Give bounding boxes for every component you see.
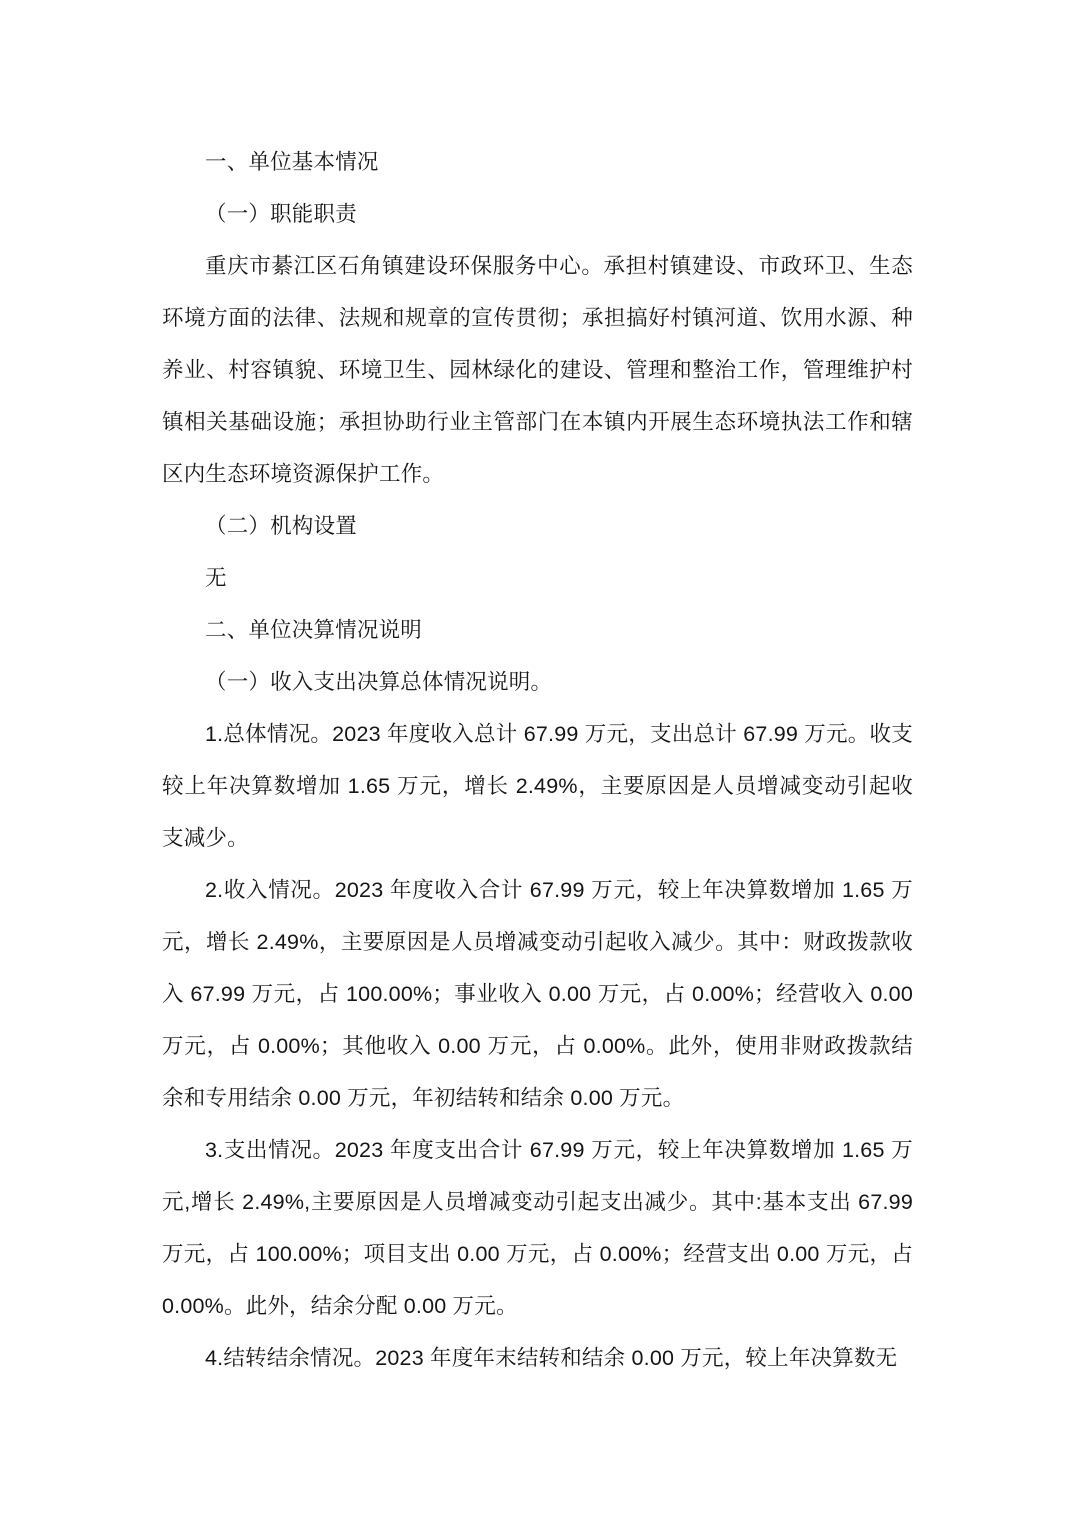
paragraph-income-situation: 2.收入情况。2023 年度收入合计 67.99 万元，较上年决算数增加 1.65 万元，增长 2.49%，主要原因是人员增减变动引起收入减少。其中：财政拨款收入 67.99 万元，占 100.00%；事业收入 0.00 万元，占 0.00%；经营收入 0.00 万元，占 0.00%；其他收入 0.00 万元，占 0.00%。此外，使用非财政拨款结余和专用结余 0.00 万元，年初结转和结余 0.00 万元。 [162,878,913,1110]
paragraph-overall-situation: 1.总体情况。2023 年度收入总计 67.99 万元，支出总计 67.99 万元。收支较上年决算数增加 1.65 万元，增长 2.49%，主要原因是人员增减变动引起收支减少。 [162,722,913,850]
paragraph-duties-description: 重庆市綦江区石角镇建设环保服务中心。承担村镇建设、市政环卫、生态环境方面的法律、法规和规章的宣传贯彻；承担搞好村镇河道、饮用水源、种养业、村容镇貌、环境卫生、园林绿化的建设、管理和整治工作，管理维护村镇相关基础设施；承担协助行业主管部门在本镇内开展生态环境执法工作和辖区内生态环境资源保护工作。 [162,254,913,486]
heading-final-accounts: 二、单位决算情况说明 [205,618,423,642]
paragraph-expenditure-situation: 3.支出情况。2023 年度支出合计 67.99 万元，较上年决算数增加 1.65 万元,增长 2.49%,主要原因是人员增减变动引起支出减少。其中:基本支出 67.99 万元，占 100.00%；项目支出 0.00 万元，占 0.00%；经营支出 0.00 万元，占 0.00%。此外，结余分配 0.00 万元。 [162,1138,913,1318]
subheading-duties: （一）职能职责 [205,202,357,226]
heading-unit-basic-info: 一、单位基本情况 [205,150,379,174]
paragraph-carryover-situation: 4.结转结余情况。2023 年度年末结转和结余 0.00 万元，较上年决算数无 [205,1346,898,1370]
document-body [162,136,913,1384]
subheading-income-expenditure: （一）收入支出决算总体情况说明。 [205,670,553,694]
paragraph-org-structure-none: 无 [205,566,227,590]
subheading-org-structure: （二）机构设置 [205,514,357,538]
